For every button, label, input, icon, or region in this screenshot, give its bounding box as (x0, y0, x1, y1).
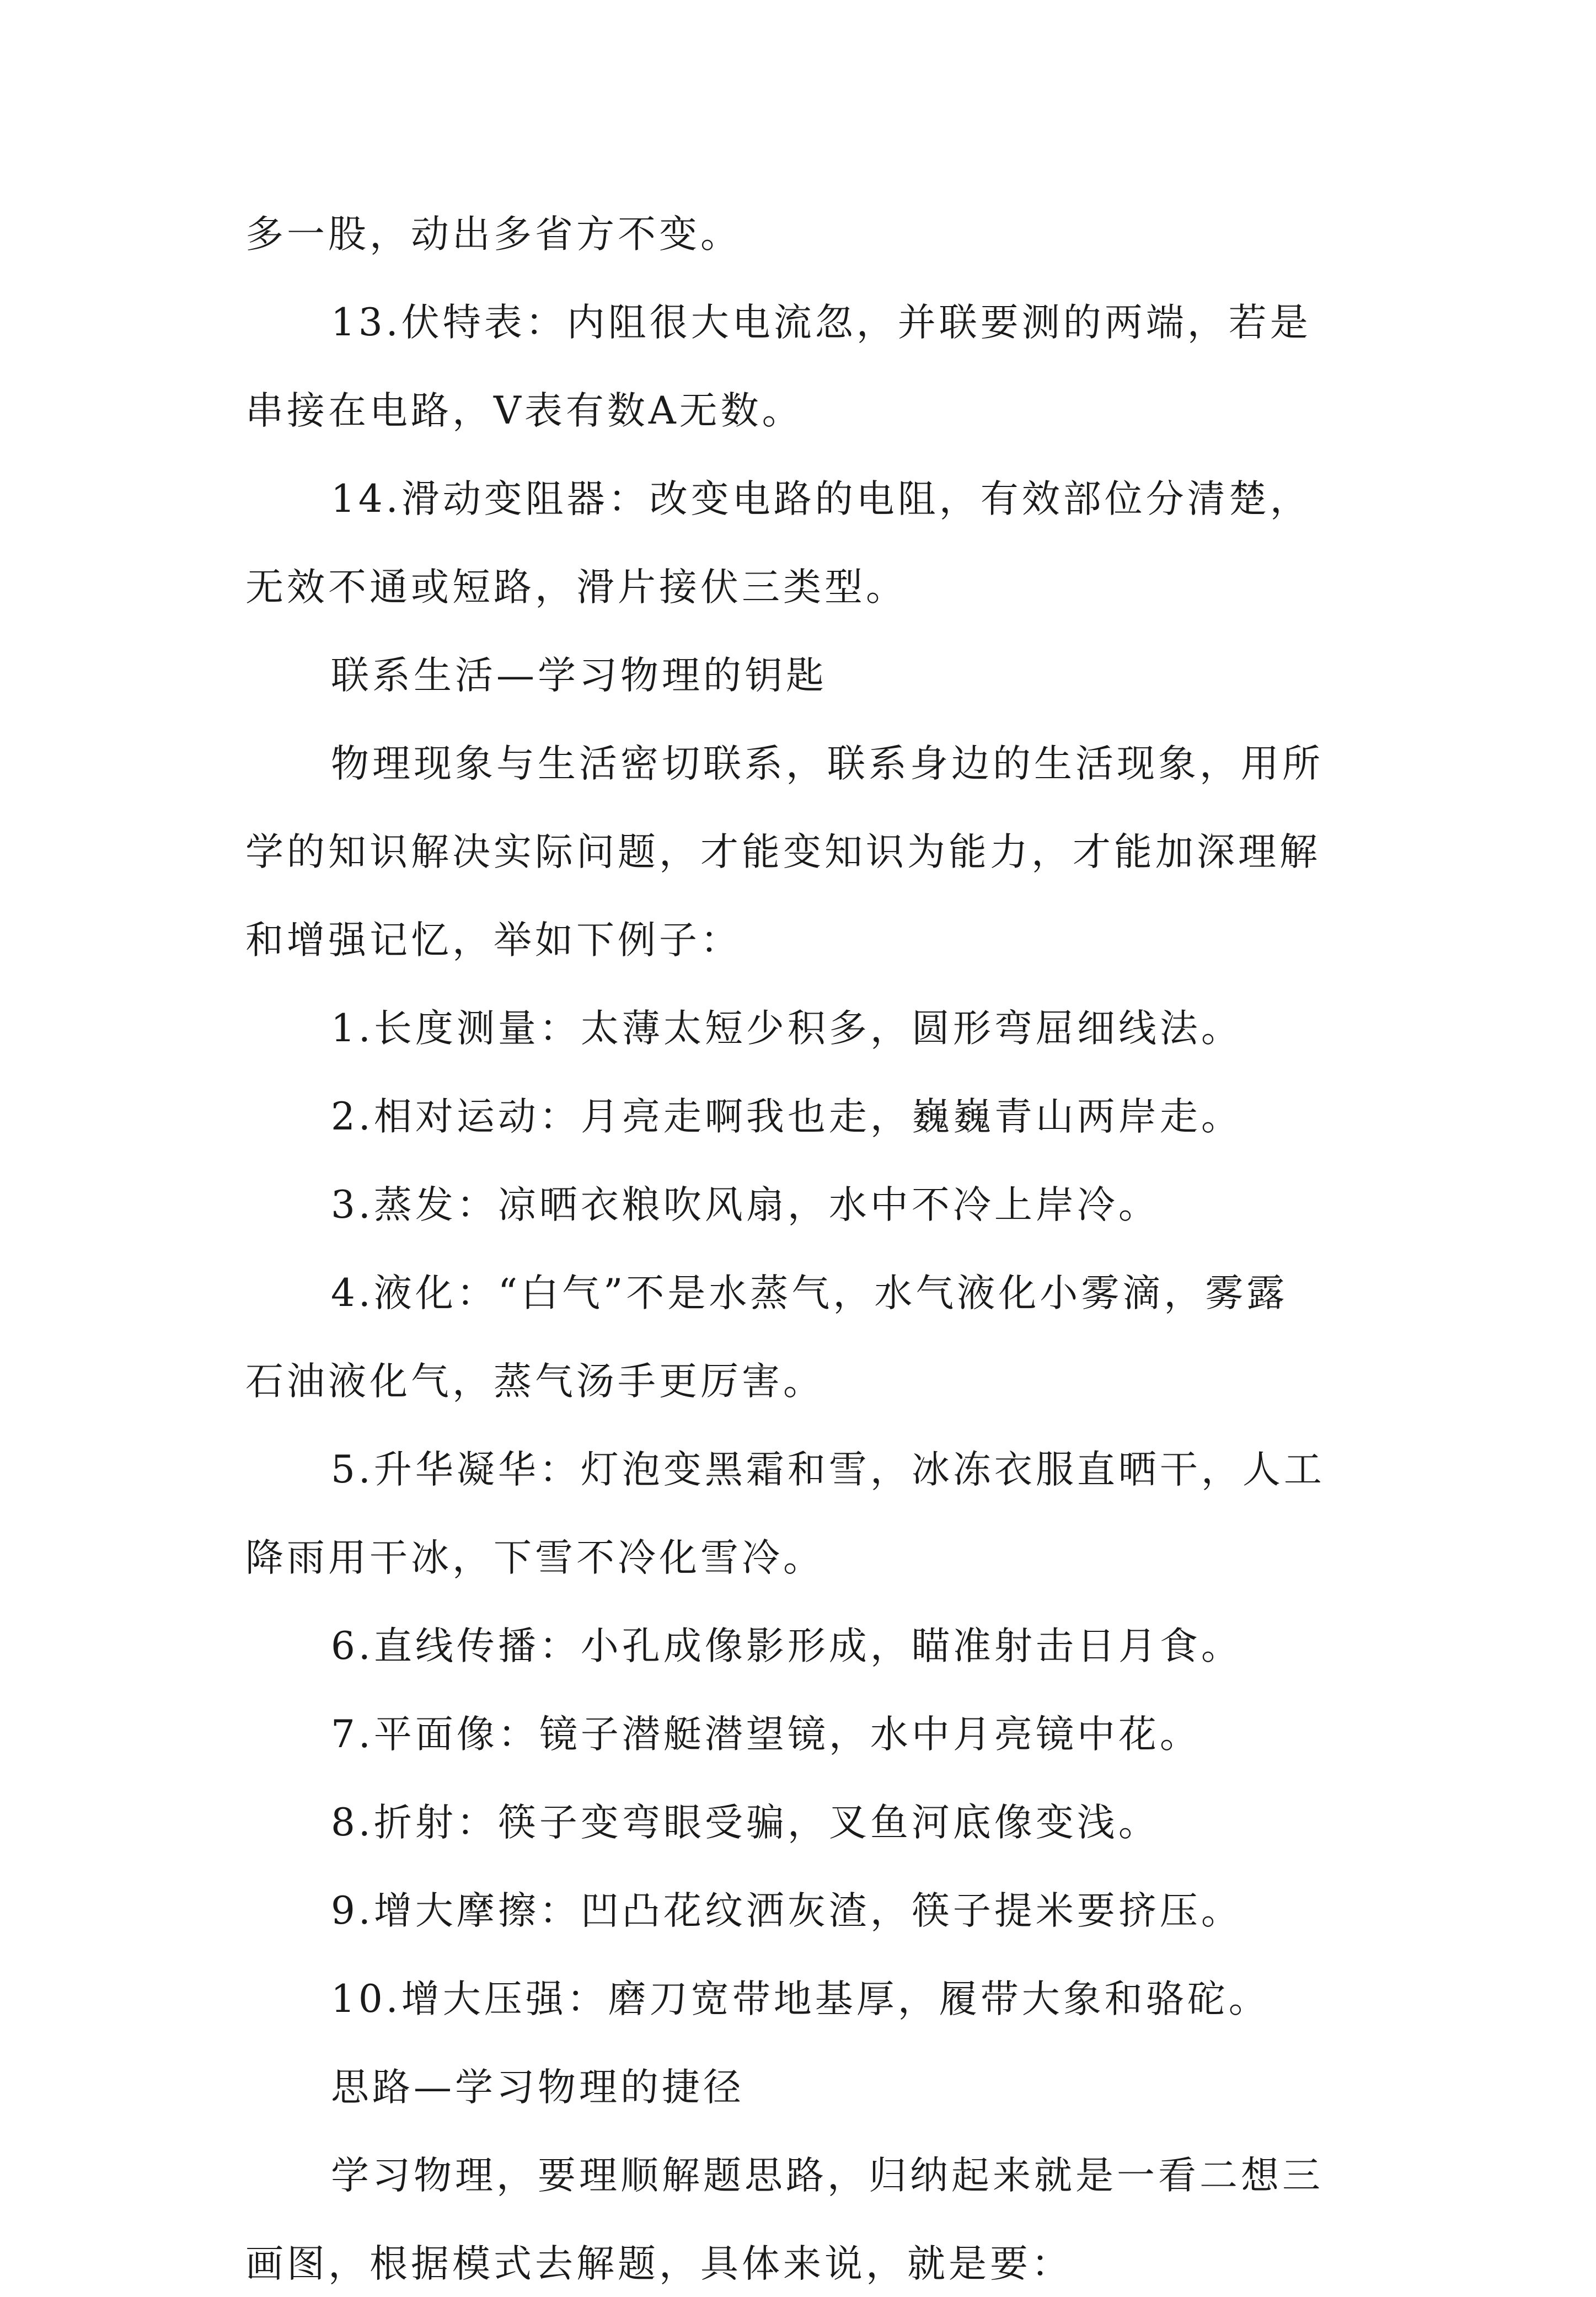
text-line-1: 多一股，动出多省方不变。 (245, 212, 742, 256)
text-line-24: 画图，根据模式去解题，具体来说，就是要： (245, 2242, 1073, 2286)
text-line-18: 7.平面像：镜子潜艇潜望镜，水中月亮镜中花。 (331, 1712, 1201, 1757)
text-line-14: 石油液化气，蒸气汤手更厉害。 (245, 1359, 824, 1404)
text-line-2: 13.伏特表：内阻很大电流忽，并联要测的两端，若是 (331, 301, 1311, 345)
text-line-8: 学的知识解决实际问题，才能变知识为能力，才能加深理解 (245, 830, 1321, 874)
text-line-3: 串接在电路，V表有数A无数。 (245, 389, 804, 433)
text-line-15: 5.升华凝华：灯泡变黑霜和雪，冰冻衣服直晒干，人工 (331, 1448, 1325, 1492)
text-line-17: 6.直线传播：小孔成像影形成，瞄准射击日月食。 (331, 1624, 1242, 1668)
text-line-10: 1.长度测量：太薄太短少积多，圆形弯屈细线法。 (331, 1006, 1242, 1051)
text-line-9: 和增强记忆，举如下例子： (245, 918, 742, 962)
text-line-5: 无效不通或短路，滑片接伏三类型。 (245, 565, 907, 609)
text-line-16: 降雨用干冰，下雪不冷化雪冷。 (245, 1536, 824, 1580)
text-line-7: 物理现象与生活密切联系，联系身边的生活现象，用所 (331, 742, 1324, 786)
text-line-12: 3.蒸发：凉晒衣粮吹风扇，水中不冷上岸冷。 (331, 1183, 1160, 1227)
section-heading-approach: 思路—学习物理的捷径 (331, 2065, 745, 2109)
text-line-19: 8.折射：筷子变弯眼受骗，叉鱼河底像变浅。 (331, 1801, 1160, 1845)
text-line-13: 4.液化：“白气”不是水蒸气，水气液化小雾滴，雾露 (331, 1271, 1288, 1315)
section-heading-life: 联系生活—学习物理的钥匙 (331, 654, 827, 698)
text-line-11: 2.相对运动：月亮走啊我也走，巍巍青山两岸走。 (331, 1095, 1242, 1139)
text-line-21: 10.增大压强：磨刀宽带地基厚，履带大象和骆砣。 (331, 1977, 1270, 2021)
text-line-4: 14.滑动变阻器：改变电路的电阻，有效部位分清楚， (331, 477, 1311, 521)
text-line-20: 9.增大摩擦：凹凸花纹洒灰渣，筷子提米要挤压。 (331, 1889, 1242, 1933)
text-line-23: 学习物理，要理顺解题思路，归纳起来就是一看二想三 (331, 2154, 1324, 2198)
